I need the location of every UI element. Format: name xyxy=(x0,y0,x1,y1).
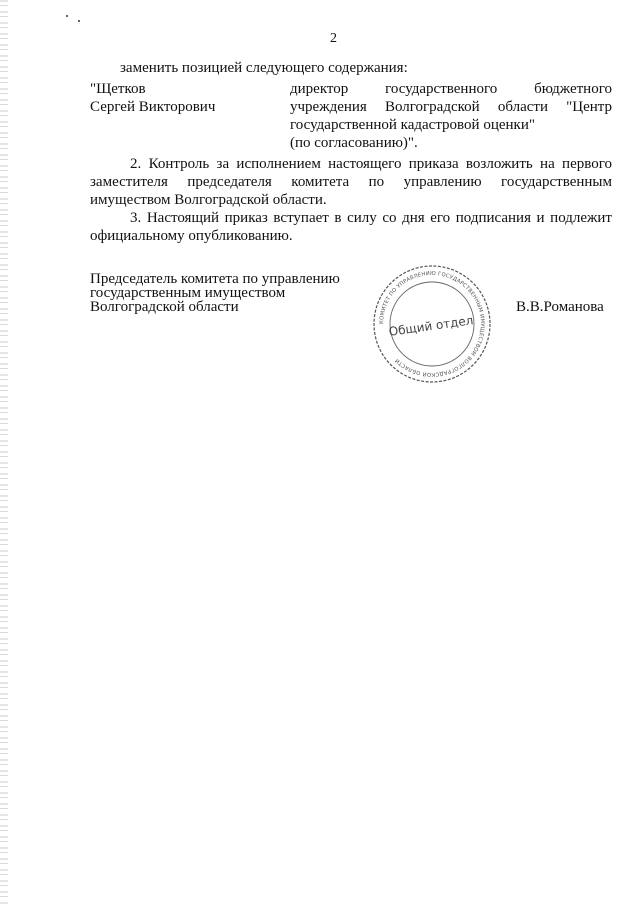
paragraph-2-line2: заместителя председателя комитета по управлению государственным xyxy=(90,174,612,190)
signatory-name: В.В.Романова xyxy=(516,299,604,315)
scan-edge-artifact xyxy=(0,0,8,905)
signature-title-line2: государственным имуществом xyxy=(90,285,286,301)
page-number: 2 xyxy=(330,31,337,46)
paragraph-2-line3: имуществом Волгоградской области. xyxy=(90,192,327,208)
official-stamp xyxy=(370,262,494,386)
entry-position-line3: государственной кадастровой оценки" xyxy=(290,117,535,133)
signature-title-line1: Председатель комитета по управлению xyxy=(90,271,340,287)
stamp-center-text: Общий отдел xyxy=(387,313,475,339)
paragraph-3-line1: 3. Настоящий приказ вступает в силу со дня его подписания и подлежит xyxy=(130,210,612,226)
paragraph-2-line1: 2. Контроль за исполнением настоящего приказа возложить на первого xyxy=(130,156,612,172)
scan-speck xyxy=(66,15,68,17)
entry-position-line2: учреждения Волгоградской области "Центр xyxy=(290,99,612,115)
entry-name-line2: Сергей Викторович xyxy=(90,99,216,115)
entry-position-line4: (по согласованию)". xyxy=(290,135,418,151)
intro-line: заменить позицией следующего содержания: xyxy=(120,60,408,76)
paragraph-3-line2: официальному опубликованию. xyxy=(90,228,293,244)
scan-speck xyxy=(78,20,80,22)
entry-name-line1: "Щетков xyxy=(90,81,146,97)
entry-position-line1: директор государственного бюджетного xyxy=(290,81,612,97)
stamp-ring-text: КОМИТЕТ ПО УПРАВЛЕНИЮ ГОСУДАРСТВЕННЫМ ИМУЩЕСТВОМ ВОЛГОГРАДСКОЙ ОБЛАСТИ xyxy=(378,270,486,378)
signature-title-line3: Волгоградской области xyxy=(90,299,239,315)
